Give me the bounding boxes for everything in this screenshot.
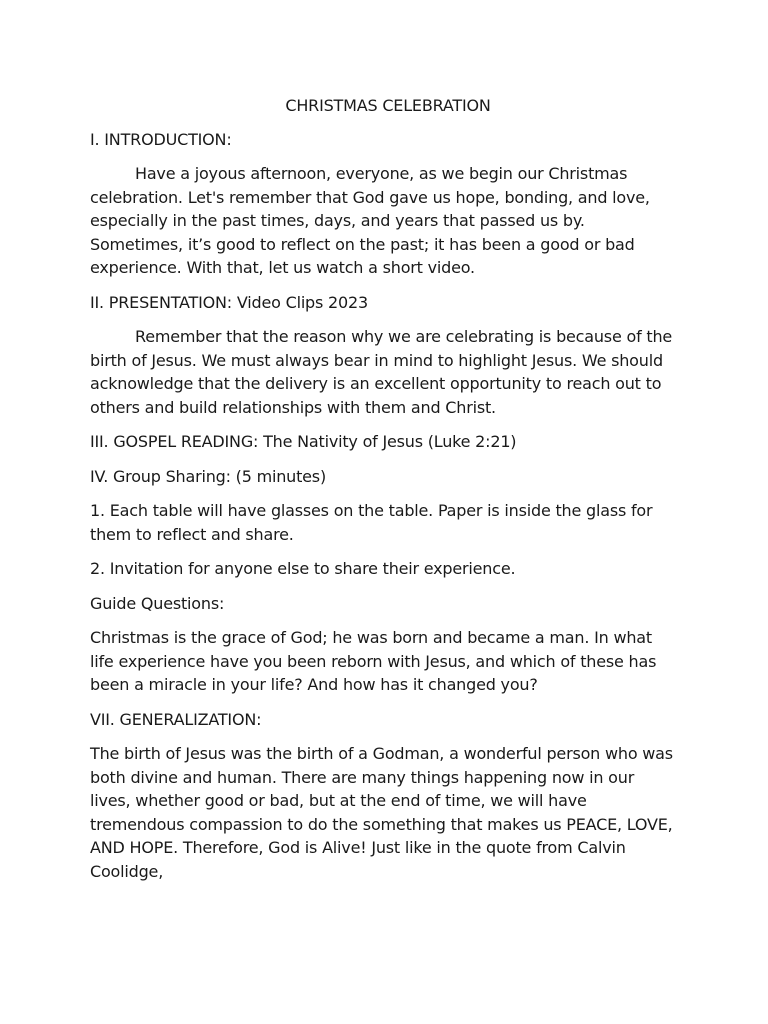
section-heading-generalization: VII. GENERALIZATION: (90, 709, 262, 729)
group-sharing-item-1: 1. Each table will have glasses on the table. Paper is inside the glass for them to reflect and share. (90, 501, 653, 544)
section-heading-presentation: II. PRESENTATION: Video Clips 2023 (90, 292, 368, 312)
guide-questions-paragraph: Christmas is the grace of God; he was born and became a man. In what life experience have you been reborn with Jesus, and which of these has been a miracle in your life? And how has it changed you? (90, 628, 657, 694)
generalization-paragraph: The birth of Jesus was the birth of a Godman, a wonderful person who was both divine and human. There are many things happening now in our lives, whether good or bad, but at the end of time, we will have tremendous compassion to do the something that makes us PEACE, LOVE, AND HOPE. Therefore, God is Alive! Just like in the quote from Calvin Coolidge, (90, 744, 673, 881)
guide-questions-heading: Guide Questions: (90, 593, 225, 613)
section-heading-introduction: I. INTRODUCTION: (90, 129, 232, 149)
section-heading-gospel-reading: III. GOSPEL READING: The Nativity of Jesus (Luke 2:21) (90, 432, 517, 451)
group-sharing-item-2: 2. Invitation for anyone else to share their experience. (90, 559, 516, 578)
document-title: CHRISTMAS CELEBRATION (285, 96, 491, 115)
introduction-paragraph: Have a joyous afternoon, everyone, as we begin our Christmas celebration. Let's remember that God gave us hope, bonding, and love, especially in the past times, days, and years that passed us by. Sometimes, it’s good to reflect on the past; it has been a good or bad experience. With that, let us watch a short video. (90, 164, 650, 277)
presentation-paragraph: Remember that the reason why we are celebrating is because of the birth of Jesus. We must always bear in mind to highlight Jesus. We should acknowledge that the delivery is an excellent opportunity to reach out to others and build relationships with them and Christ. (90, 327, 673, 417)
section-heading-group-sharing: IV. Group Sharing: (5 minutes) (90, 466, 326, 486)
